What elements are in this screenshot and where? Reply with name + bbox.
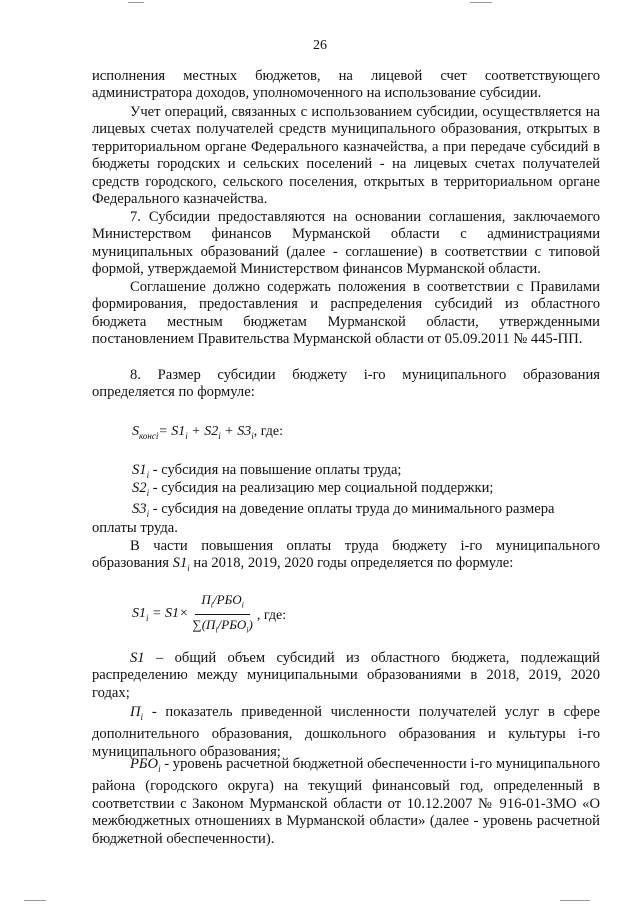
fraction-numerator: $П_i/РБО_i$ — [195, 591, 249, 615]
paragraph-item-8: 8. Размер субсидии бюджету i-го муниципального образования определяется по формуле: — [92, 367, 600, 401]
formula-salary-subsidy: $S1_i = S1\times$ $\frac{П_i/РБО_i}{\sum(П_i/РБО_i)}$ , где: — [132, 593, 286, 639]
scan-edge-mark-bottom-right — [560, 900, 590, 901]
scan-edge-mark-top — [128, 2, 144, 3]
formula-total-subsidy: $S_{консі}= S1_i + S2_i + S3_i$, где: — [132, 424, 284, 441]
explanation-p: $П_i$ - показатель приведенной численности получателей услуг в сфере дополнительного образования, дошкольного образования и культуры i-го муниципального образования; — [92, 704, 600, 760]
explanation-s1: S1 – общий объем субсидий из областного бюджета, подлежащий распределению между муниципальными образованиями в 2018, 2019, 2020 годах; — [92, 650, 600, 701]
paragraph-item-7: 7. Субсидии предоставляются на основании соглашения, заключаемого Министерством финансов Мурманской области с администрациями муниципальных образований (далее - соглашение) в соответствии с типовой формой, утверждаемой Министерством финансов Мурманской области. — [92, 209, 600, 278]
definition-s2: $S2_i$ - субсидия на реализацию мер социальной поддержки; — [132, 480, 494, 498]
paragraph-continuation: исполнения местных бюджетов, на лицевой счет соответствующего администратора доходов, уполномоченного на использование субсидии. — [92, 68, 600, 102]
fraction-denominator: $\sum(П_i/РБО_i)$ — [192, 617, 253, 635]
paragraph-salary-part: В части повышения оплаты труда бюджету i-го муниципального образования $S1_i$ на 2018, 2019, 2020 годы определяется по формуле: — [92, 538, 600, 574]
paragraph-agreement: Соглашение должно содержать положения в соответствии с Правилами формирования, предоставления и распределения субсидий из областного бюджета местным бюджетам Мурманской области, утвержденными постановлением Правительства Мурманской области от 05.09.2011 № 445-ПП. — [92, 279, 600, 348]
page-number: 26 — [313, 38, 327, 53]
scan-edge-mark-bottom-left — [24, 900, 46, 901]
paragraph-accounting: Учет операций, связанных с использованием субсидии, осуществляется на лицевых счетах получателей средств муниципального образования, открытых в территориальном органе Федерального казначейства, а при передаче субсидий в бюджеты городских и сельских поселений - на лицевых счетах получателей средств городского, сельского поселения, открытых в территориальном органе Федерального казначейства. — [92, 104, 600, 208]
definition-s1: $S1_i$ - субсидия на повышение оплаты труда; — [132, 462, 402, 480]
scan-edge-mark-top-right — [470, 2, 492, 3]
definition-s3-continuation: оплаты труда. — [92, 520, 178, 536]
explanation-rbo: $РБО_i$ - уровень расчетной бюджетной обеспеченности i-го муниципального района (городского округа) на текущий финансовый год, определенный в соответствии с Законом Мурманской области от 10.12.2007 № 916-01-ЗМО «О межбюджетных отношениях в Мурманской области» (далее - уровень расчетной бюджетной обеспеченности). — [92, 756, 600, 847]
formula-fraction — [192, 591, 252, 640]
definition-s3: $S3_i$ - субсидия на доведение оплаты труда до минимального размера — [132, 501, 555, 519]
